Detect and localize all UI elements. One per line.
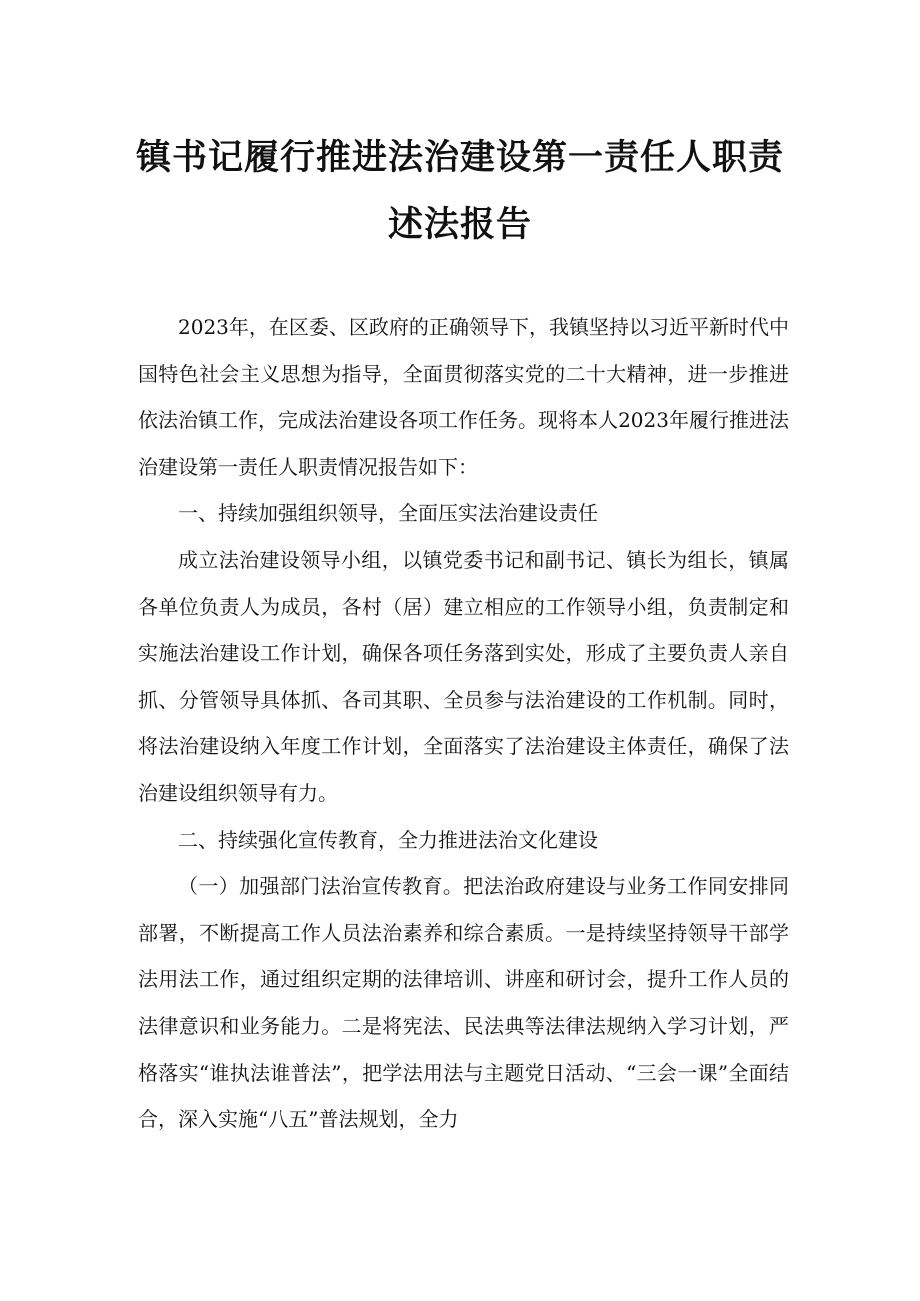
paragraph-intro: 2023年，在区委、区政府的正确领导下，我镇坚持以习近平新时代中国特色社会主义思想为指导，全面贯彻落实党的二十大精神，进一步推进依法治镇工作，完成法治建设各项工作任务。现将本人2023年履行推进法治建设第一责任人职责情况报告如下： — [138, 315, 789, 479]
paragraph-organization: 成立法治建设领导小组，以镇党委书记和副书记、镇长为组长，镇属各单位负责人为成员，各村（居）建立相应的工作领导小组，负责制定和实施法治建设工作计划，确保各项任务落到实处，形成了主要负责人亲自抓、分管领导具体抓、各司其职、全员参与法治建设的工作机制。同时，将法治建设纳入年度工作计划，全面落实了法治建设主体责任，确保了法治建设组织领导有力。 — [138, 547, 789, 805]
document-body — [138, 304, 789, 1143]
document-title-line-2: 述法报告 — [387, 205, 532, 245]
document-title-line-1: 镇书记履行推进法治建设第一责任人职责 — [135, 138, 784, 178]
paragraph-education: （一）加强部门法治宣传教育。把法治政府建设与业务工作同安排同部署，不断提高工作人员法治素养和综合素质。一是持续坚持领导干部学法用法工作，通过组织定期的法律培训、讲座和研讨会，提升工作人员的法律意识和业务能力。二是将宪法、民法典等法律法规纳入学习计划，严格落实“谁执法谁普法”，把学法用法与主题党日活动、“三会一课”全面结合，深入实施“八五”普法规划，全力 — [138, 874, 789, 1132]
section-heading-1: 一、持续加强组织领导，全面压实法治建设责任 — [178, 501, 598, 526]
section-heading-2: 二、持续强化宣传教育，全力推进法治文化建设 — [178, 827, 598, 852]
